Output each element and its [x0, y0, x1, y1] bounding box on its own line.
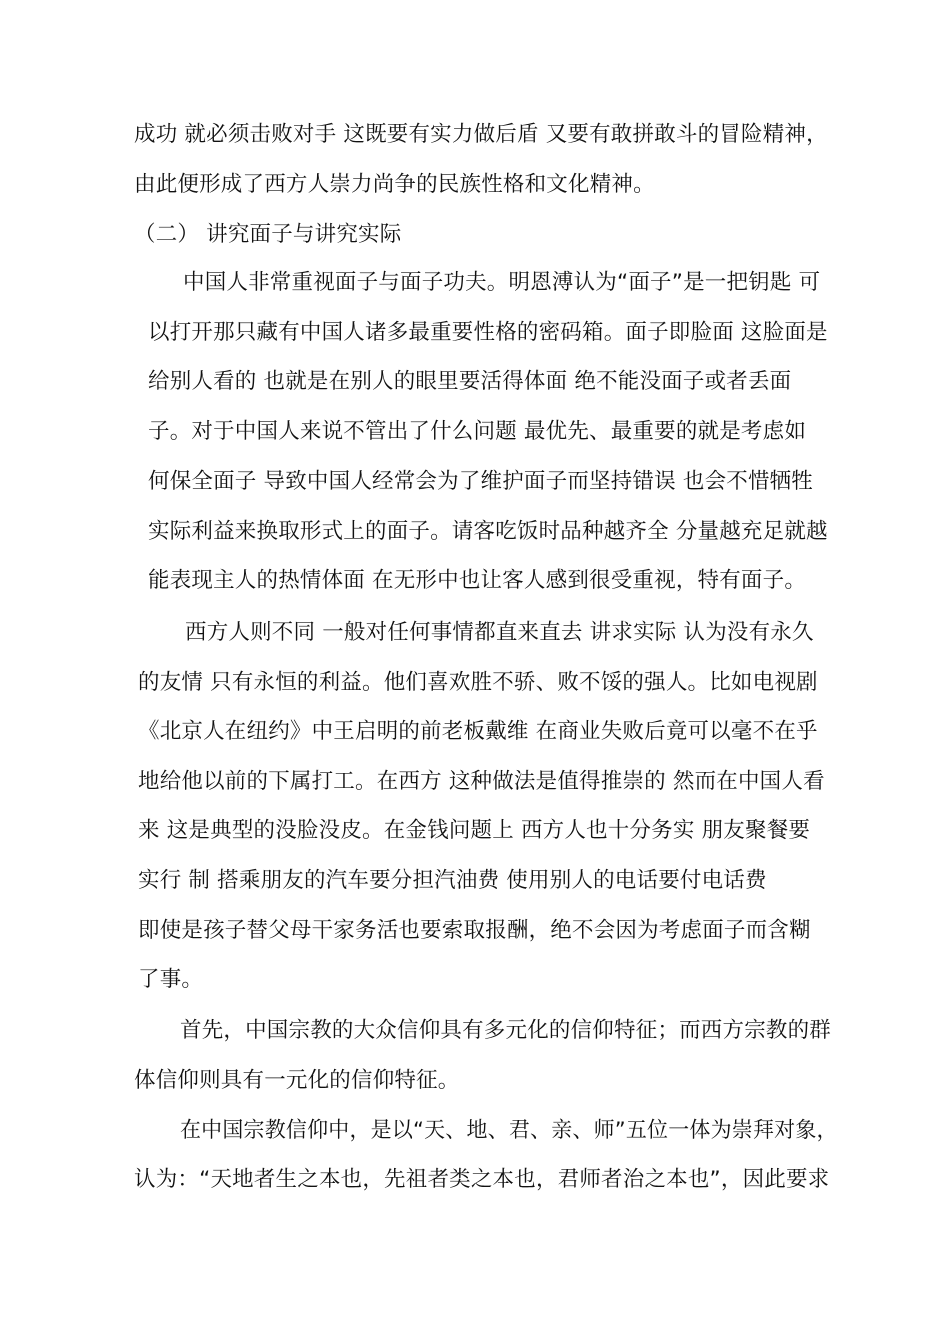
- text-line: 地给他以前的下属打工。在西方 这种做法是值得推崇的 然而在中国人看: [138, 769, 825, 794]
- text-line: 《北京人在纽约》中王启明的前老板戴维 在商业失败后竟可以毫不在乎: [138, 719, 818, 744]
- text-line: 体信仰则具有一元化的信仰特征。: [134, 1068, 460, 1093]
- text-line: 何保全面子 导致中国人经常会为了维护面子而坚持错误 也会不惜牺牲: [148, 469, 814, 494]
- text-line: 来 这是典型的没脸没皮。在金钱问题上 西方人也十分务实 朋友聚餐要: [138, 818, 811, 843]
- text-line: 了事。: [138, 967, 204, 992]
- section-heading: （二） 讲究面子与讲究实际: [134, 222, 402, 247]
- text-line: 的友情 只有永恒的利益。他们喜欢胜不骄、败不馁的强人。比如电视剧: [138, 670, 818, 695]
- text-line: 首先，中国宗教的大众信仰具有多元化的信仰特征；而西方宗教的群: [180, 1018, 832, 1043]
- text-line: 成功 就必须击败对手 这既要有实力做后盾 又要有敢拼敢斗的冒险精神，: [134, 122, 828, 147]
- text-line: 子。对于中国人来说不管出了什么问题 最优先、最重要的就是考虑如: [148, 419, 807, 444]
- text-line: 西方人则不同 一般对任何事情都直来直去 讲求实际 认为没有永久: [185, 620, 814, 645]
- text-line: 实际利益来换取形式上的面子。请客吃饭时品种越齐全 分量越充足就越: [148, 519, 828, 544]
- text-line: 实行 制 搭乘朋友的汽车要分担汽油费 使用别人的电话要付电话费: [138, 868, 767, 893]
- text-line: 由此便形成了西方人崇力尚争的民族性格和文化精神。: [134, 172, 655, 197]
- text-line: 中国人非常重视面子与面子功夫。明恩溥认为“面子”是一把钥匙 可: [183, 270, 821, 295]
- text-line: 给别人看的 也就是在别人的眼里要活得体面 绝不能没面子或者丢面: [148, 369, 792, 394]
- text-line: 以打开那只藏有中国人诸多最重要性格的密码箱。面子即脸面 这脸面是: [148, 320, 828, 345]
- text-line: 能表现主人的热情体面 在无形中也让客人感到很受重视，特有面子。: [148, 568, 807, 593]
- text-line: 在中国宗教信仰中，是以“天、地、君、亲、师”五位一体为崇拜对象，: [180, 1118, 838, 1143]
- text-line: 即使是孩子替父母干家务活也要索取报酬，绝不会因为考虑面子而含糊: [138, 918, 811, 943]
- text-line: 认为：“天地者生之本也，先祖者类之本也，君师者治之本也”，因此要求: [134, 1167, 830, 1192]
